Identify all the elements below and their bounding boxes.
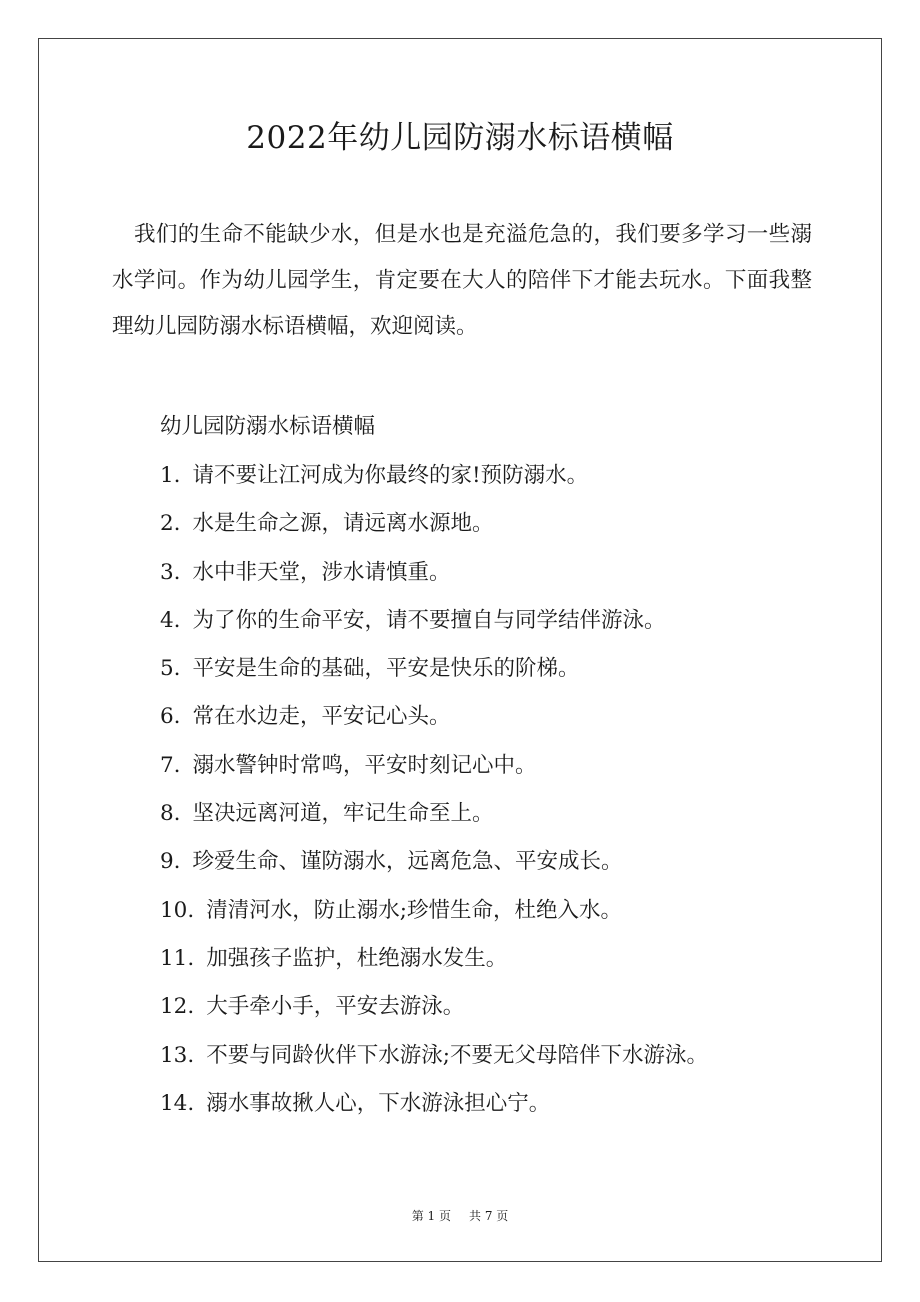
slogan-text: 为了你的生命平安，请不要擅自与同学结伴游泳。 bbox=[192, 607, 666, 633]
page-total: 共 7 页 bbox=[469, 1209, 509, 1223]
list-item bbox=[160, 935, 708, 983]
slogan-text: 溺水事故揪人心，下水游泳担心宁。 bbox=[206, 1090, 551, 1116]
slogan-text: 常在水边走，平安记心头。 bbox=[192, 704, 451, 730]
slogan-number: 12. bbox=[160, 994, 195, 1020]
slogan-number: 10. bbox=[160, 897, 195, 923]
list-item bbox=[160, 597, 708, 645]
slogan-number: 1. bbox=[160, 463, 181, 488]
list-item bbox=[160, 1032, 708, 1080]
slogan-text: 平安是生命的基础，平安是快乐的阶梯。 bbox=[192, 656, 580, 682]
slogan-text: 清清河水，防止溺水;珍惜生命，杜绝入水。 bbox=[206, 897, 622, 923]
page-number: 第 1 页 bbox=[411, 1209, 451, 1223]
slogan-text: 请不要让江河成为你最终的家!预防溺水。 bbox=[192, 463, 589, 488]
list-item bbox=[160, 983, 708, 1031]
slogan-number: 2. bbox=[160, 511, 181, 537]
slogan-number: 6. bbox=[160, 704, 181, 730]
slogan-number: 8. bbox=[160, 801, 181, 827]
list-item bbox=[160, 645, 708, 693]
list-item bbox=[160, 838, 708, 886]
list-item bbox=[160, 549, 708, 597]
list-item bbox=[160, 887, 708, 935]
slogan-text: 坚决远离河道，牢记生命至上。 bbox=[192, 801, 494, 827]
slogan-text: 水中非天堂，涉水请慎重。 bbox=[192, 559, 451, 585]
slogan-number: 5. bbox=[160, 656, 181, 682]
slogan-number: 3. bbox=[160, 559, 181, 585]
slogan-number: 4. bbox=[160, 607, 181, 633]
list-item bbox=[160, 790, 708, 838]
list-item bbox=[160, 1080, 708, 1128]
slogan-number: 7. bbox=[160, 752, 181, 778]
intro-paragraph: 我们的生命不能缺少水，但是水也是充溢危急的，我们要多学习一些溺水学问。作为幼儿园学生，肯定要在大人的陪伴下才能去玩水。下面我整理幼儿园防溺水标语横幅，欢迎阅读。 bbox=[112, 222, 812, 339]
slogan-text: 大手牵小手，平安去游泳。 bbox=[206, 994, 465, 1020]
slogan-number: 14. bbox=[160, 1090, 195, 1116]
slogan-list bbox=[160, 452, 708, 1128]
slogan-text: 加强孩子监护，杜绝溺水发生。 bbox=[206, 945, 508, 971]
slogan-text: 溺水警钟时常鸣，平安时刻记心中。 bbox=[192, 752, 537, 778]
page-footer bbox=[0, 1207, 920, 1225]
slogan-number: 9. bbox=[160, 849, 181, 875]
slogan-text: 不要与同龄伙伴下水游泳;不要无父母陪伴下水游泳。 bbox=[206, 1042, 708, 1068]
slogan-number: 13. bbox=[160, 1042, 195, 1068]
slogan-text: 水是生命之源，请远离水源地。 bbox=[192, 511, 494, 537]
list-item bbox=[160, 500, 708, 548]
list-item bbox=[160, 693, 708, 741]
list-item bbox=[160, 742, 708, 790]
slogan-text: 珍爱生命、谨防溺水，远离危急、平安成长。 bbox=[192, 849, 623, 875]
list-item bbox=[160, 452, 708, 500]
document-title: 2022年幼儿园防溺水标语横幅 bbox=[246, 120, 674, 156]
slogan-number: 11. bbox=[160, 945, 195, 971]
section-heading: 幼儿园防溺水标语横幅 bbox=[160, 414, 376, 439]
